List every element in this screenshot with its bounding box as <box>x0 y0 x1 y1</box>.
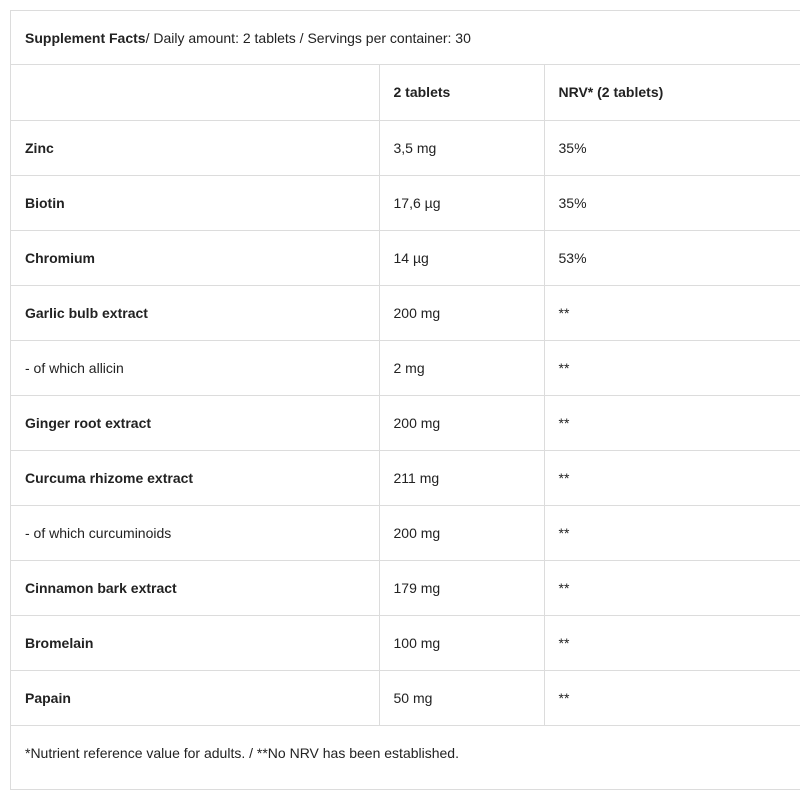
table-title <box>11 11 800 65</box>
ingredient-name: Chromium <box>11 230 379 285</box>
table-row <box>11 450 800 505</box>
title-details: / Daily amount: 2 tablets / Servings per container: 30 <box>145 29 471 46</box>
nrv-value: 35% <box>544 120 800 175</box>
nrv-value: ** <box>544 340 800 395</box>
table-body <box>11 120 800 725</box>
nrv-value: ** <box>544 450 800 505</box>
amount-value: 200 mg <box>379 285 544 340</box>
table-row <box>11 285 800 340</box>
ingredient-name: - of which curcuminoids <box>11 505 379 560</box>
ingredient-name: Papain <box>11 670 379 725</box>
ingredient-name: Cinnamon bark extract <box>11 560 379 615</box>
table-row <box>11 175 800 230</box>
amount-value: 14 µg <box>379 230 544 285</box>
ingredient-name: Garlic bulb extract <box>11 285 379 340</box>
title-bold: Supplement Facts <box>25 29 146 46</box>
nrv-value: 53% <box>544 230 800 285</box>
ingredient-name: Zinc <box>11 120 379 175</box>
ingredient-name: Curcuma rhizome extract <box>11 450 379 505</box>
nrv-value: ** <box>544 670 800 725</box>
header-nrv: NRV* (2 tablets) <box>544 65 800 120</box>
facts-grid <box>11 65 800 726</box>
table-row <box>11 230 800 285</box>
table-row <box>11 395 800 450</box>
nrv-value: ** <box>544 395 800 450</box>
footnote: *Nutrient reference value for adults. / **No NRV has been established. <box>25 744 459 761</box>
amount-value: 211 mg <box>379 450 544 505</box>
amount-value: 50 mg <box>379 670 544 725</box>
amount-value: 200 mg <box>379 395 544 450</box>
table-row <box>11 505 800 560</box>
nrv-value: ** <box>544 505 800 560</box>
table-row <box>11 615 800 670</box>
ingredient-name: Bromelain <box>11 615 379 670</box>
nrv-value: ** <box>544 615 800 670</box>
ingredient-name: - of which allicin <box>11 340 379 395</box>
nrv-value: 35% <box>544 175 800 230</box>
amount-value: 179 mg <box>379 560 544 615</box>
amount-value: 100 mg <box>379 615 544 670</box>
amount-value: 200 mg <box>379 505 544 560</box>
table-row <box>11 340 800 395</box>
header-amount: 2 tablets <box>379 65 544 120</box>
amount-value: 2 mg <box>379 340 544 395</box>
table-row <box>11 560 800 615</box>
header-row <box>11 65 800 120</box>
amount-value: 3,5 mg <box>379 120 544 175</box>
nrv-value: ** <box>544 560 800 615</box>
table-row <box>11 120 800 175</box>
amount-value: 17,6 µg <box>379 175 544 230</box>
header-ingredient <box>11 65 379 120</box>
ingredient-name: Biotin <box>11 175 379 230</box>
table-row <box>11 670 800 725</box>
supplement-facts-table <box>10 10 800 790</box>
ingredient-name: Ginger root extract <box>11 395 379 450</box>
nrv-value: ** <box>544 285 800 340</box>
